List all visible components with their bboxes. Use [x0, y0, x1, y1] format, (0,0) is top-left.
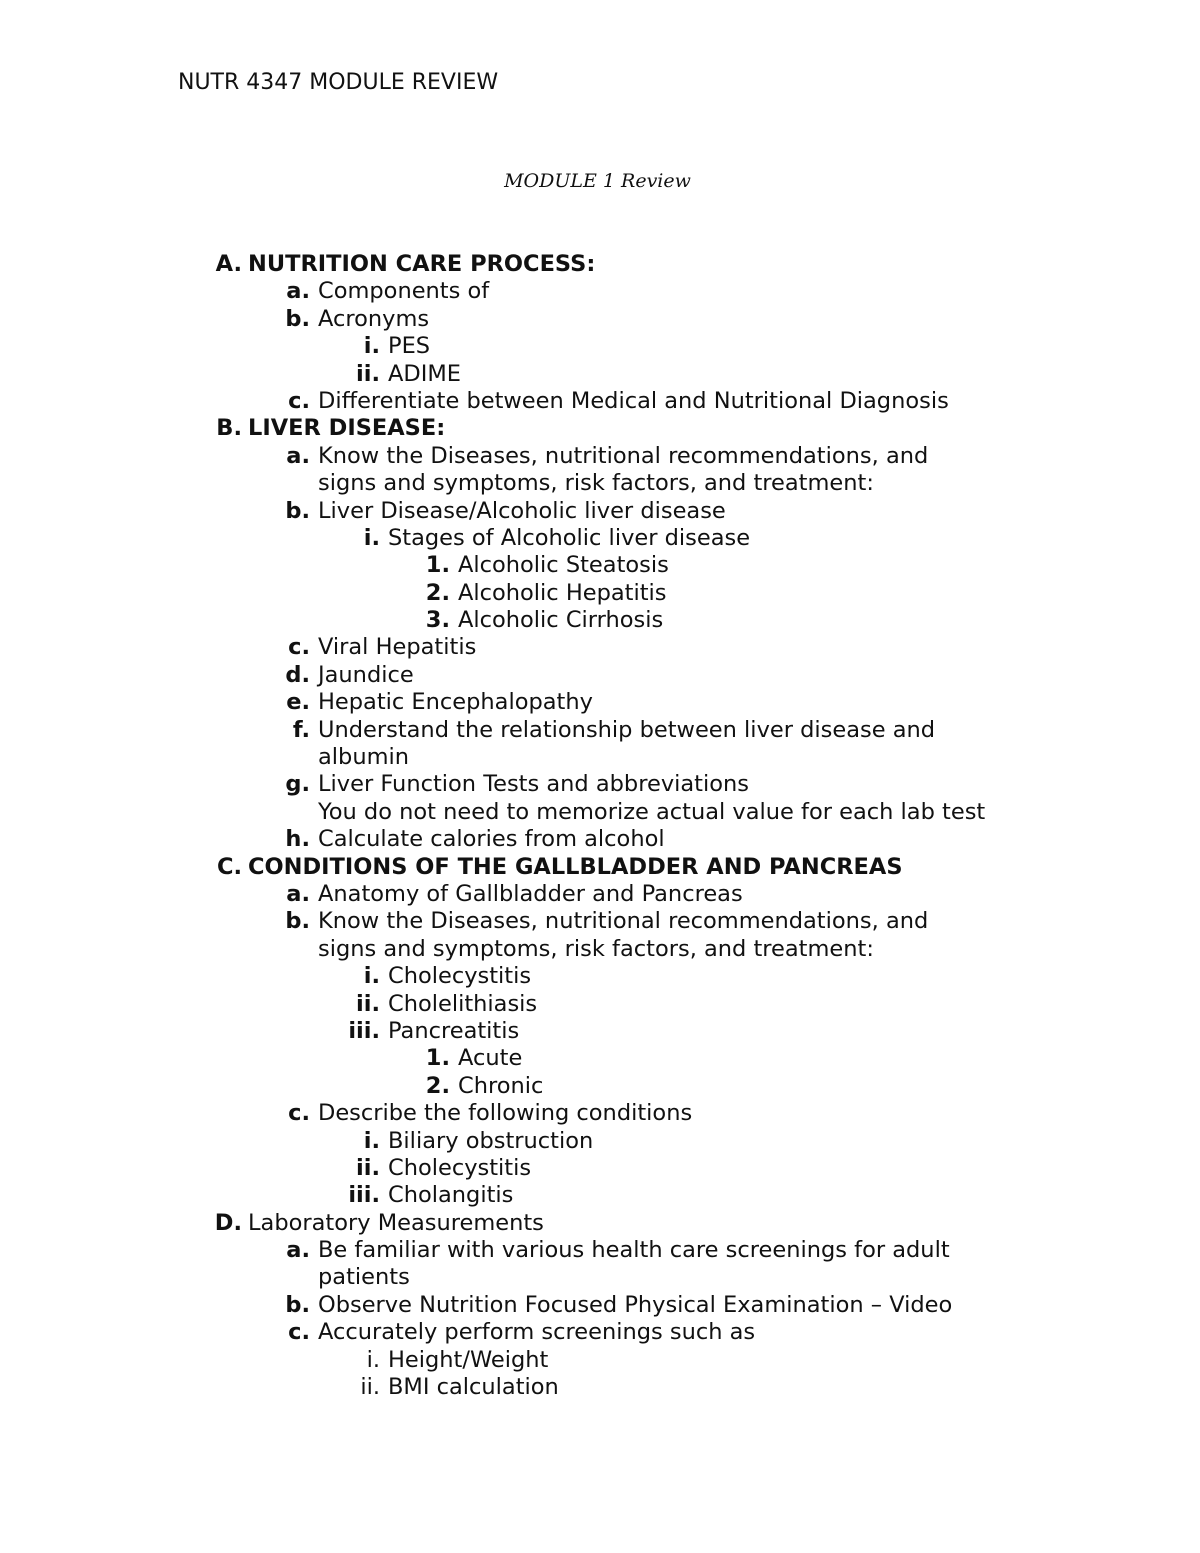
list-marker: D.	[214, 1209, 242, 1236]
outline-item	[0, 306, 1200, 333]
outline-item	[0, 498, 1200, 525]
outline-item	[0, 388, 1200, 415]
outline-item	[0, 278, 1200, 305]
list-marker: ii.	[356, 1154, 380, 1181]
outline-item	[0, 607, 1200, 634]
outline-text: Observe Nutrition Focused Physical Examination – Video	[318, 1291, 953, 1318]
outline-text: Height/Weight	[388, 1346, 549, 1373]
outline-text: Know the Diseases, nutritional recommendations, and	[318, 442, 929, 469]
outline-text: LIVER DISEASE:	[248, 415, 446, 442]
outline-text: Viral Hepatitis	[318, 634, 477, 661]
outline-text: PES	[388, 333, 431, 360]
outline-item	[0, 580, 1200, 607]
outline-item	[0, 744, 1200, 771]
outline-text: Cholangitis	[388, 1182, 514, 1209]
outline-text: Cholecystitis	[388, 963, 532, 990]
outline-item	[0, 881, 1200, 908]
outline-text: Stages of Alcoholic liver disease	[388, 524, 751, 551]
outline-text: Alcoholic Hepatitis	[458, 579, 667, 606]
list-marker: C.	[216, 853, 242, 880]
outline-item	[0, 662, 1200, 689]
outline-text: Anatomy of Gallbladder and Pancreas	[318, 880, 743, 907]
list-marker: ii.	[356, 360, 380, 387]
outline-item	[0, 1100, 1200, 1127]
list-marker: b.	[285, 305, 310, 332]
list-marker: a.	[286, 1237, 310, 1264]
list-marker: b.	[285, 1291, 310, 1318]
list-marker: a.	[286, 442, 310, 469]
outline-item	[0, 1264, 1200, 1291]
outline-text: CONDITIONS OF THE GALLBLADDER AND PANCREAS	[248, 853, 903, 880]
outline-item	[0, 799, 1200, 826]
list-marker: i.	[363, 333, 380, 360]
list-marker: iii.	[348, 1017, 380, 1044]
outline-item	[0, 1045, 1200, 1072]
outline-item	[0, 1018, 1200, 1045]
list-marker: i.	[363, 524, 380, 551]
outline-text: signs and symptoms, risk factors, and treatment:	[318, 935, 874, 962]
list-marker: ii.	[356, 990, 380, 1017]
list-marker: c.	[288, 634, 310, 661]
outline-item	[0, 361, 1200, 388]
list-marker: c.	[288, 1100, 310, 1127]
list-marker: B.	[216, 415, 242, 442]
outline-item	[0, 1319, 1200, 1346]
outline-item	[0, 689, 1200, 716]
outline-text: Liver Function Tests and abbreviations	[318, 771, 749, 798]
outline-item	[0, 552, 1200, 579]
outline-item	[0, 936, 1200, 963]
list-marker: 1.	[425, 552, 450, 579]
list-marker: c.	[288, 1319, 310, 1346]
outline-text: Chronic	[458, 1072, 544, 1099]
list-marker: 2.	[425, 579, 450, 606]
outline-text: Laboratory Measurements	[248, 1209, 544, 1236]
outline-text: Acute	[458, 1045, 523, 1072]
outline-item	[0, 470, 1200, 497]
outline-item	[0, 991, 1200, 1018]
outline-text: BMI calculation	[388, 1374, 559, 1401]
list-marker: c.	[288, 387, 310, 414]
list-marker: g.	[285, 771, 310, 798]
outline-text: signs and symptoms, risk factors, and treatment:	[318, 470, 874, 497]
outline-text: Liver Disease/Alcoholic liver disease	[318, 497, 726, 524]
outline-text: Acronyms	[318, 305, 430, 332]
list-marker: 3.	[425, 607, 450, 634]
section-heading	[0, 854, 1200, 881]
list-marker: A.	[215, 251, 242, 277]
outline-text: Jaundice	[318, 661, 414, 688]
outline-item	[0, 1292, 1200, 1319]
outline-text: Cholelithiasis	[388, 990, 538, 1017]
list-marker: iii.	[348, 1182, 380, 1209]
list-marker: 1.	[425, 1045, 450, 1072]
outline-item	[0, 525, 1200, 552]
outline-item	[0, 963, 1200, 990]
outline-text: Know the Diseases, nutritional recommendations, and	[318, 908, 929, 935]
list-marker: b.	[285, 908, 310, 935]
list-marker: a.	[286, 880, 310, 907]
list-marker: e.	[286, 689, 310, 716]
outline-text: Be familiar with various health care screenings for adult	[318, 1237, 950, 1264]
outline-text: Cholecystitis	[388, 1154, 532, 1181]
list-marker: h.	[285, 826, 310, 853]
outline-text: albumin	[318, 744, 410, 771]
list-marker: i.	[366, 1346, 380, 1373]
outline-text: Understand the relationship between liver disease and	[318, 716, 936, 743]
outline-item	[0, 1073, 1200, 1100]
section-heading	[0, 251, 1200, 278]
outline-item	[0, 1374, 1200, 1401]
outline-item	[0, 1128, 1200, 1155]
list-marker: d.	[285, 661, 310, 688]
outline-text: Alcoholic Cirrhosis	[458, 607, 664, 634]
list-marker: i.	[363, 963, 380, 990]
outline-text: Accurately perform screenings such as	[318, 1319, 756, 1346]
list-marker: i.	[363, 1127, 380, 1154]
outline-item	[0, 826, 1200, 853]
outline-text: Pancreatitis	[388, 1017, 520, 1044]
section-heading	[0, 1210, 1200, 1237]
list-marker: 2.	[425, 1072, 450, 1099]
outline-text: Calculate calories from alcohol	[318, 826, 665, 853]
list-marker: b.	[285, 497, 310, 524]
list-marker: f.	[292, 716, 310, 743]
outline-text: Biliary obstruction	[388, 1127, 594, 1154]
outline-item	[0, 333, 1200, 360]
list-marker: ii.	[360, 1374, 380, 1401]
outline-text: patients	[318, 1264, 410, 1291]
outline-item	[0, 1347, 1200, 1374]
outline-text: NUTRITION CARE PROCESS:	[248, 251, 596, 277]
outline-item	[0, 443, 1200, 470]
outline-item	[0, 771, 1200, 798]
outline-text: Alcoholic Steatosis	[458, 552, 669, 579]
module-subtitle: MODULE 1 Review	[504, 170, 691, 192]
outline-item	[0, 908, 1200, 935]
outline-item	[0, 1155, 1200, 1182]
outline-item	[0, 634, 1200, 661]
section-heading	[0, 415, 1200, 442]
list-marker: a.	[286, 278, 310, 305]
outline-text: Differentiate between Medical and Nutritional Diagnosis	[318, 387, 949, 414]
outline-text: Hepatic Encephalopathy	[318, 689, 593, 716]
outline-text: Describe the following conditions	[318, 1100, 693, 1127]
outline-text: ADIME	[388, 360, 461, 387]
outline-text: Components of	[318, 278, 490, 305]
outline-item	[0, 1237, 1200, 1264]
outline-text: You do not need to memorize actual value for each lab test	[318, 798, 986, 825]
outline-item	[0, 717, 1200, 744]
document-header: NUTR 4347 MODULE REVIEW	[178, 70, 499, 95]
review-outline	[0, 251, 1200, 1401]
outline-item	[0, 1182, 1200, 1209]
